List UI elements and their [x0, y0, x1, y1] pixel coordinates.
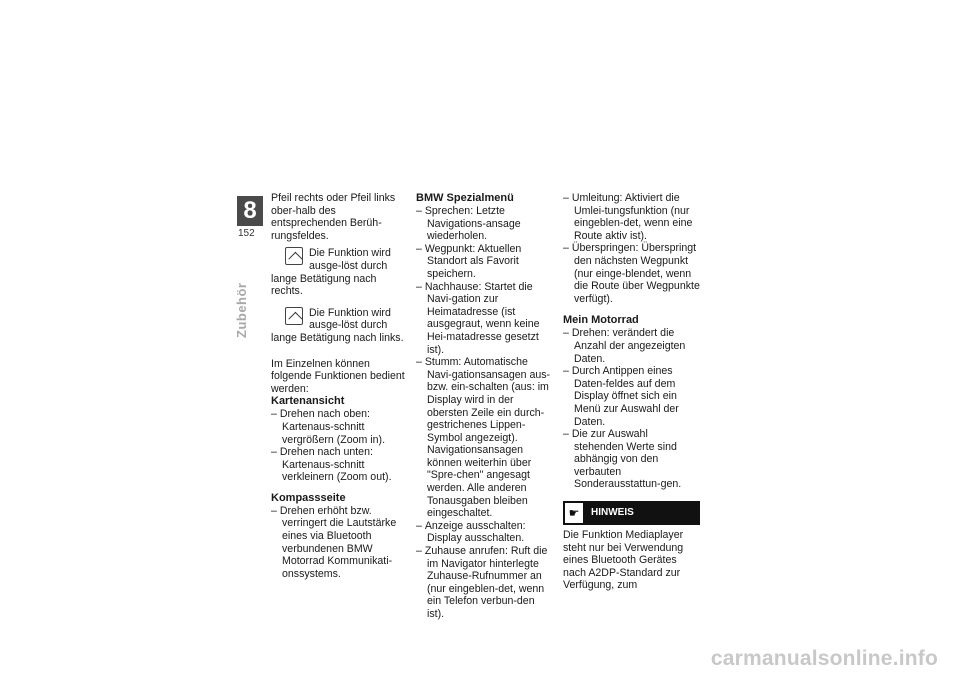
note-right-text: Die Funktion wird ausge-löst durch lange Betätigung nach rechts. — [271, 247, 391, 298]
pointing-hand-icon: ☛ — [565, 503, 583, 523]
kompassseite-list — [271, 505, 409, 581]
hinweis-box — [563, 501, 700, 525]
note-right — [271, 247, 409, 297]
list-item: – Drehen nach oben: Kartenaus-schnitt vergrößern (Zoom in). — [271, 408, 409, 446]
functions-intro: Im Einzelnen können folgende Funktionen bedient werden: — [271, 357, 405, 395]
kartenansicht-heading: Kartenansicht — [271, 395, 345, 408]
column-2 — [416, 192, 554, 621]
list-item: – Drehen erhöht bzw. verringert die Lautstärke eines via Bluetooth verbundenen BMW Motorrad Kommunikati-onssystems. — [271, 505, 409, 581]
list-item: – Drehen: verändert die Anzahl der angezeigten Daten. — [563, 327, 700, 365]
column-3 — [563, 192, 700, 592]
list-item: – Überspringen: Überspringt den nächsten Wegpunkt (nur einge-blendet, wenn die Route über Wegpunkte verfügt). — [563, 242, 700, 305]
list-item: – Umleitung: Aktiviert die Umlei-tungsfunktion (nur eingeblen-det, wenn eine Route aktiv ist). — [563, 192, 700, 242]
chapter-title: Zubehör — [234, 282, 249, 338]
kompassseite-heading: Kompassseite — [271, 491, 346, 504]
hinweis-label: HINWEIS — [591, 507, 634, 519]
list-item: – Anzeige ausschalten: Display ausschalten. — [416, 520, 554, 545]
spezialmenu-heading: BMW Spezialmenü — [416, 192, 514, 204]
arrow-left-icon — [285, 307, 303, 325]
spezialmenu-list — [416, 205, 554, 621]
note-left-text: Die Funktion wird ausge-löst durch lange Betätigung nach links. — [271, 306, 404, 344]
list-item: – Stumm: Automatische Navi-gationsansagen aus- bzw. ein-schalten (aus: im Display wird in der obersten Zeile ein durch-gestrichenes Lippen-Symbol angezeigt). Navigationsansagen können weiterhin über "Spre-chen" angesagt werden. Alle anderen Tonausgaben bleiben eingeschaltet. — [416, 356, 554, 520]
list-item: – Die zur Auswahl stehenden Werte sind abhängig von den verbauten Sonderausstattun-gen. — [563, 428, 700, 491]
arrow-right-icon — [285, 247, 303, 265]
hinweis-text: Die Funktion Mediaplayer steht nur bei Verwendung eines Bluetooth Gerätes nach A2DP-Standard zur Verfügung, zum — [563, 529, 684, 592]
list-item: – Drehen nach unten: Kartenaus-schnitt verkleinern (Zoom out). — [271, 446, 409, 484]
intro-text: Pfeil rechts oder Pfeil links ober-halb des entsprechenden Berüh-rungsfeldes. — [271, 192, 396, 242]
list-item: – Zuhause anrufen: Ruft die im Navigator hinterlegte Zuhause-Rufnummer an (nur eingeblen-det, wenn ein Telefon verbun-den ist). — [416, 545, 554, 621]
column-1 — [271, 192, 409, 580]
list-item: – Nachhause: Startet die Navi-gation zur Heimatadresse (ist ausgegraut, wenn keine Hei-matadresse gesetzt ist). — [416, 281, 554, 357]
list-item: – Sprechen: Letzte Navigations-ansage wiederholen. — [416, 205, 554, 243]
chapter-number: 8 — [237, 196, 263, 226]
watermark: carmanualsonline.info — [710, 647, 938, 670]
page-number: 152 — [238, 228, 255, 239]
motorrad-heading: Mein Motorrad — [563, 314, 639, 327]
route-list — [563, 192, 700, 305]
list-item: – Durch Antippen eines Daten-feldes auf dem Display öffnet sich ein Menü zur Auswahl der Daten. — [563, 365, 700, 428]
note-left — [271, 307, 409, 345]
kartenansicht-list — [271, 408, 409, 484]
motorrad-list — [563, 327, 700, 491]
list-item: – Wegpunkt: Aktuellen Standort als Favorit speichern. — [416, 243, 554, 281]
